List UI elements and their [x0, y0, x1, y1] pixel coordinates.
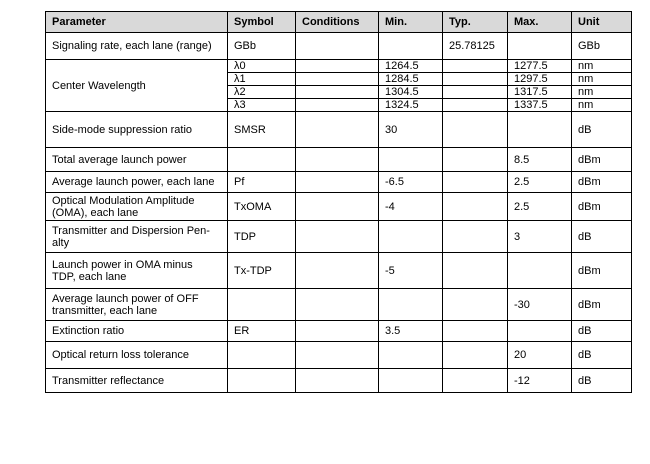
cell-parameter: Center Wavelength [46, 60, 228, 112]
parameter-line: Optical Modulation Amplitude [52, 194, 195, 207]
cell-typ [443, 369, 508, 393]
parameter-line: Launch power in OMA minus [52, 258, 193, 271]
cell-max: -30 [508, 289, 572, 321]
cell-min [379, 289, 443, 321]
cell-typ [443, 321, 508, 342]
cell-parameter [46, 253, 228, 289]
cell-max: -12 [508, 369, 572, 393]
cell-min: 30 [379, 112, 443, 148]
cell-conditions [296, 60, 379, 73]
cell-symbol: GBb [228, 33, 296, 60]
cell-parameter [46, 193, 228, 221]
header-unit: Unit [572, 12, 632, 33]
cell-conditions [296, 99, 379, 112]
cell-unit: dBm [572, 289, 632, 321]
spec-table [45, 11, 632, 393]
cell-symbol [228, 342, 296, 369]
cell-symbol: λ3 [228, 99, 296, 112]
cell-parameter: Total average launch power [46, 148, 228, 172]
cell-unit: dB [572, 369, 632, 393]
cell-symbol: Pf [228, 172, 296, 193]
cell-max: 3 [508, 221, 572, 253]
table-row [46, 321, 632, 342]
cell-unit: nm [572, 73, 632, 86]
parameter-line: alty [52, 236, 70, 249]
table-row [46, 289, 632, 321]
cell-unit: nm [572, 99, 632, 112]
cell-max: 1277.5 [508, 60, 572, 73]
table-row [46, 172, 632, 193]
cell-symbol [228, 369, 296, 393]
parameter-line: (OMA), each lane [52, 206, 139, 219]
header-typ: Typ. [443, 12, 508, 33]
cell-typ [443, 148, 508, 172]
cell-typ [443, 99, 508, 112]
cell-unit: dB [572, 112, 632, 148]
cell-symbol: λ1 [228, 73, 296, 86]
table-header [46, 12, 632, 33]
cell-min: 1324.5 [379, 99, 443, 112]
cell-unit: dBm [572, 148, 632, 172]
header-parameter: Parameter [46, 12, 228, 33]
cell-symbol [228, 289, 296, 321]
cell-min: 1284.5 [379, 73, 443, 86]
cell-max: 1297.5 [508, 73, 572, 86]
cell-typ [443, 221, 508, 253]
cell-parameter [46, 289, 228, 321]
cell-symbol: λ0 [228, 60, 296, 73]
cell-conditions [296, 33, 379, 60]
cell-max: 1337.5 [508, 99, 572, 112]
cell-conditions [296, 221, 379, 253]
cell-unit: dB [572, 221, 632, 253]
cell-typ: 25.78125 [443, 33, 508, 60]
cell-parameter: Average launch power, each lane [46, 172, 228, 193]
cell-unit: dBm [572, 172, 632, 193]
cell-typ [443, 73, 508, 86]
cell-conditions [296, 369, 379, 393]
table-row [46, 342, 632, 369]
cell-min: -4 [379, 193, 443, 221]
cell-min [379, 148, 443, 172]
cell-conditions [296, 86, 379, 99]
cell-parameter: Signaling rate, each lane (range) [46, 33, 228, 60]
cell-conditions [296, 342, 379, 369]
table-row [46, 369, 632, 393]
cell-symbol: λ2 [228, 86, 296, 99]
cell-unit: nm [572, 86, 632, 99]
cell-min [379, 342, 443, 369]
cell-typ [443, 193, 508, 221]
cell-unit: dB [572, 342, 632, 369]
parameter-line: TDP, each lane [52, 270, 127, 283]
cell-typ [443, 253, 508, 289]
table-row [46, 253, 632, 289]
parameter-line: Average launch power of OFF [52, 292, 199, 305]
cell-parameter: Extinction ratio [46, 321, 228, 342]
cell-max [508, 112, 572, 148]
cell-symbol: TDP [228, 221, 296, 253]
cell-conditions [296, 253, 379, 289]
cell-unit: nm [572, 60, 632, 73]
cell-typ [443, 112, 508, 148]
cell-unit: dBm [572, 253, 632, 289]
cell-typ [443, 342, 508, 369]
table-row [46, 148, 632, 172]
table-row [46, 33, 632, 60]
cell-min: -6.5 [379, 172, 443, 193]
cell-conditions [296, 73, 379, 86]
cell-max: 2.5 [508, 193, 572, 221]
cell-min: 3.5 [379, 321, 443, 342]
table-row [46, 221, 632, 253]
header-conditions: Conditions [296, 12, 379, 33]
cell-min: 1304.5 [379, 86, 443, 99]
header-min: Min. [379, 12, 443, 33]
cell-symbol: ER [228, 321, 296, 342]
cell-max [508, 33, 572, 60]
cell-max: 8.5 [508, 148, 572, 172]
cell-typ [443, 172, 508, 193]
cell-symbol: Tx-TDP [228, 253, 296, 289]
cell-symbol: SMSR [228, 112, 296, 148]
cell-conditions [296, 321, 379, 342]
cell-parameter: Side-mode suppression ratio [46, 112, 228, 148]
cell-symbol [228, 148, 296, 172]
cell-conditions [296, 193, 379, 221]
cell-min [379, 369, 443, 393]
table-row [46, 193, 632, 221]
header-symbol: Symbol [228, 12, 296, 33]
cell-max: 2.5 [508, 172, 572, 193]
parameter-line: Transmitter and Dispersion Pen- [52, 224, 210, 237]
cell-parameter: Transmitter reflectance [46, 369, 228, 393]
cell-min: -5 [379, 253, 443, 289]
header-max: Max. [508, 12, 572, 33]
cell-max [508, 321, 572, 342]
cell-typ [443, 86, 508, 99]
cell-unit: dBm [572, 193, 632, 221]
cell-typ [443, 60, 508, 73]
cell-max: 1317.5 [508, 86, 572, 99]
cell-parameter [46, 221, 228, 253]
cell-min [379, 33, 443, 60]
cell-max: 20 [508, 342, 572, 369]
table-row [46, 112, 632, 148]
cell-min [379, 221, 443, 253]
cell-min: 1264.5 [379, 60, 443, 73]
cell-parameter: Optical return loss tolerance [46, 342, 228, 369]
cell-symbol: TxOMA [228, 193, 296, 221]
cell-typ [443, 289, 508, 321]
cell-unit: GBb [572, 33, 632, 60]
cell-conditions [296, 289, 379, 321]
cell-unit: dB [572, 321, 632, 342]
table-row [46, 60, 632, 73]
cell-conditions [296, 172, 379, 193]
cell-conditions [296, 112, 379, 148]
cell-max [508, 253, 572, 289]
parameter-line: transmitter, each lane [52, 304, 158, 317]
cell-conditions [296, 148, 379, 172]
